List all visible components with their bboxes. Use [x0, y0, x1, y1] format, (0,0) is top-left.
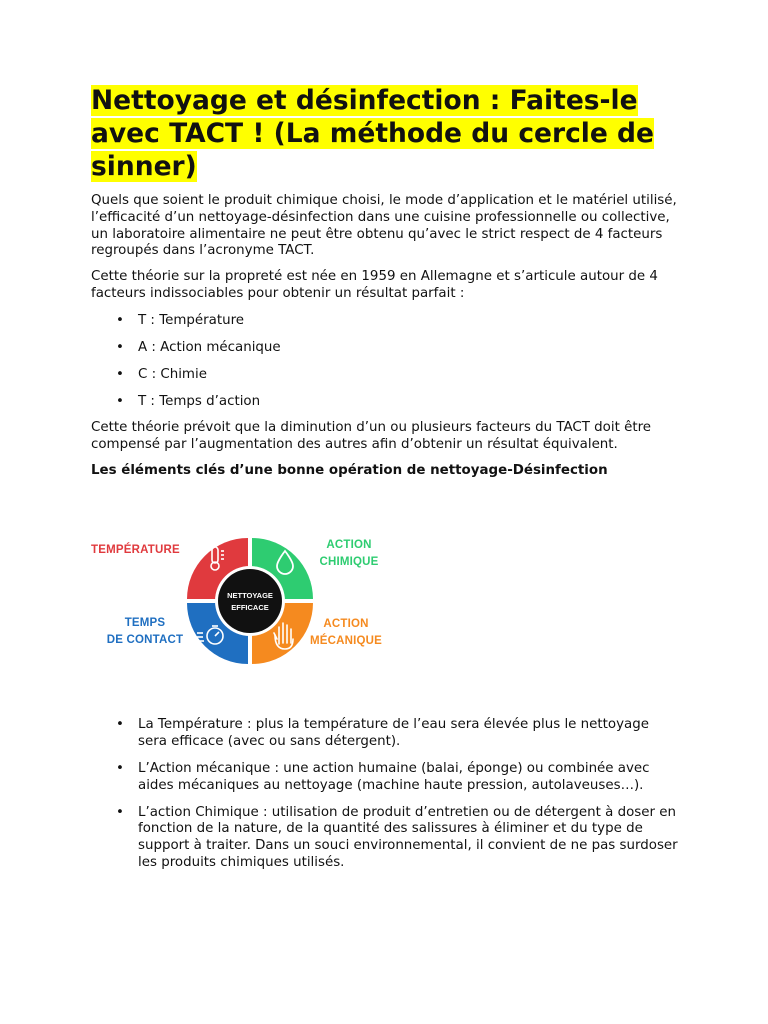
center-disc [218, 569, 282, 633]
list-item: • T : Temps d’action [138, 393, 681, 410]
label-mecanique-line-1: ACTION [323, 618, 369, 631]
list-item: • L’Action mécanique : une action humaine (balai, éponge) ou combinée avec aides mécaniques au nettoyage (machine haute pression, autolaveuses…). [138, 761, 681, 795]
page-title [91, 84, 671, 183]
details-list [91, 717, 681, 871]
label-action-chimique [313, 537, 385, 571]
intro-paragraph-2: Cette théorie sur la propreté est née en 1959 en Allemagne et s’articule autour de 4 facteurs indissociables pour obtenir un résultat parfait : [91, 269, 658, 301]
label-temps-line-1: TEMPS [124, 617, 166, 630]
label-chimique-line-2: CHIMIQUE [319, 556, 379, 569]
intro-paragraph-1: Quels que soient le produit chimique choisi, le mode d’application et le matériel utilisé, l’efficacité d’un nettoyage-désinfection dans une cuisine professionnelle ou collective, un laboratoire alimentaire ne peut être obtenu qu’avec le strict respect de 4 facteurs regroupés dans l’acronyme TACT. [91, 193, 677, 259]
center-label-line-2: EFFICACE [231, 603, 269, 613]
center-label-line-1: NETTOYAGE [227, 591, 273, 601]
list-item: • A : Action mécanique [138, 339, 681, 356]
label-temps-de-contact [101, 615, 189, 649]
document-page [91, 84, 681, 882]
factors-list [91, 312, 681, 410]
label-temperature-text: TEMPÉRATURE [91, 544, 180, 557]
list-item: • La Température : plus la température de l’eau sera élevée plus le nettoyage sera efficace (avec ou sans détergent). [138, 717, 681, 751]
label-chimique-line-1: ACTION [326, 539, 372, 552]
list-item: • C : Chimie [138, 366, 681, 383]
page-title-text: Nettoyage et désinfection : Faites-le avec TACT ! (La méthode du cercle de sinner) [91, 85, 654, 182]
list-item: • L’action Chimique : utilisation de produit d’entretien ou de détergent à doser en fonction de la nature, de la quantité des salissures à éliminer et du type de support à traiter. Dans un souci environnemental, il convient de ne pas surdoser les produits chimiques utilisés. [138, 805, 681, 872]
sinner-circle-diagram [91, 531, 391, 671]
section-subheading: Les éléments clés d’une bonne opération de nettoyage-Désinfection [91, 463, 608, 479]
label-temps-line-2: DE CONTACT [106, 634, 184, 647]
label-temperature [91, 542, 180, 559]
list-item: • T : Température [138, 312, 681, 329]
label-mecanique-line-2: MÉCANIQUE [309, 635, 383, 648]
label-action-mecanique [305, 616, 387, 650]
intro-paragraph-3: Cette théorie prévoit que la diminution d’un ou plusieurs facteurs du TACT doit être compensé par l’augmentation des autres afin d’obtenir un résultat équivalent. [91, 419, 652, 452]
